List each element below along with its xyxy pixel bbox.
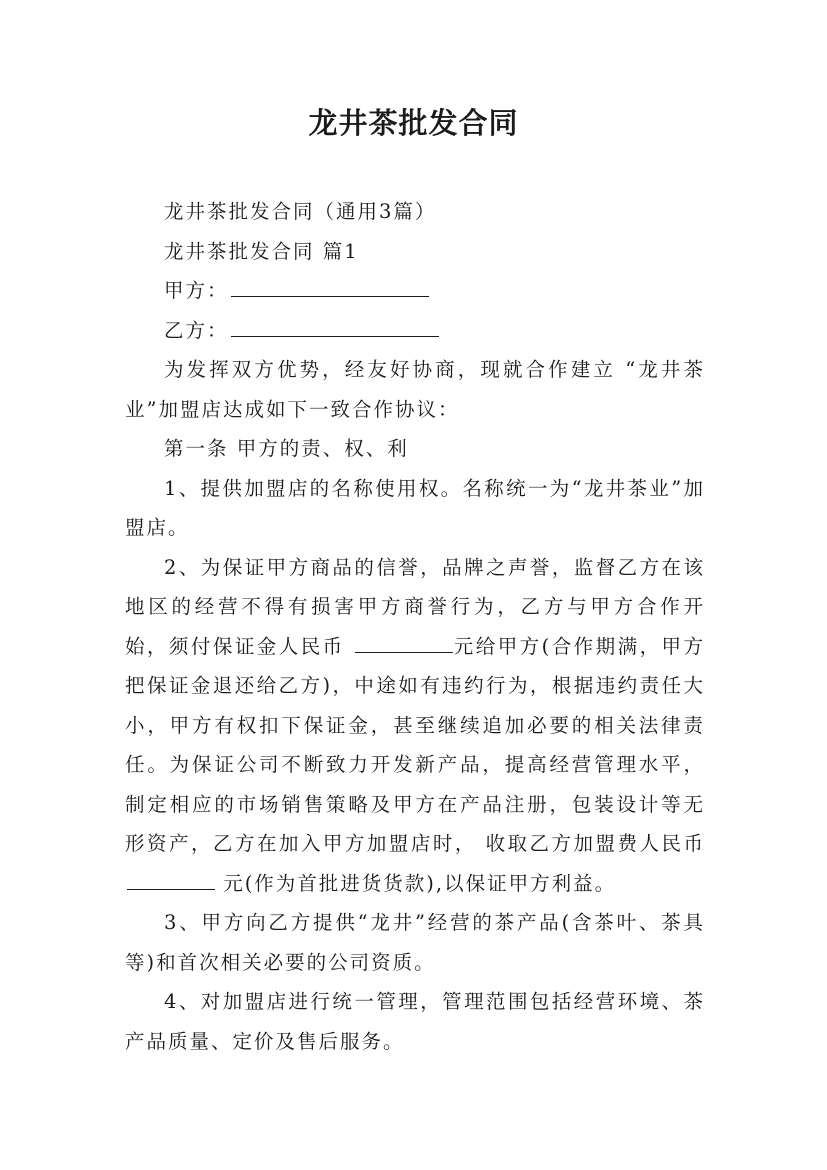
party-a-line [125, 271, 705, 311]
paragraph-clause-1: 1、提供加盟店的名称使用权。名称统一为“龙井茶业”加盟店。 [125, 476, 705, 539]
document-title: 龙井茶批发合同 [308, 106, 519, 140]
clause-2-text-start: 2、为保证甲方商品的信誉，品牌之声誉，监督乙方在该地区的经营不得有损害甲方商誉行为，乙方与甲方合作开始，须付保证金人民币 [125, 555, 705, 658]
party-b-line [125, 311, 705, 351]
paragraph-clause-3: 3、甲方向乙方提供“龙井”经营的茶产品(含茶叶、茶具等)和首次相关必要的公司资质。 [125, 911, 705, 974]
paragraph-clause-4: 4、对加盟店进行统一管理，管理范围包括经营环境、茶产品质量、定价及售后服务。 [125, 990, 705, 1053]
document-body [125, 192, 705, 1061]
party-a-blank [231, 274, 429, 297]
paragraph-article-one-heading: 第一条 甲方的责、权、利 [164, 437, 409, 460]
paragraph-clause-2 [125, 548, 705, 904]
party-b-blank [231, 314, 439, 337]
paragraph-article-heading: 龙井茶批发合同 篇1 [164, 239, 359, 263]
clause-2-text-end: 元(作为首批进货货款),以保证甲方利益。 [215, 871, 617, 895]
paragraph-collection-heading: 龙井茶批发合同（通用3篇） [164, 200, 437, 223]
clause-2-text-middle: 元给甲方(合作期满，甲方把保证金退还给乙方)，中途如有违约行为，根据违约责任大小，甲方有权扣下保证金，甚至继续追加必要的相关法律责任。为保证公司不断致力开发新产品，提高经营管理水平，制定相应的市场销售策略及甲方在产品注册，包装设计等无形资产，乙方在加入甲方加盟店时， 收取乙方加盟费人民币 [125, 634, 705, 855]
deposit-amount-blank [355, 630, 453, 653]
party-a-label: 甲方： [164, 279, 229, 302]
franchise-fee-blank [127, 867, 215, 890]
paragraph-preamble: 为发挥双方优势，经友好协商，现就合作建立 “龙井茶业”加盟店达成如下一致合作协议： [125, 358, 705, 421]
party-b-label: 乙方： [164, 318, 229, 342]
